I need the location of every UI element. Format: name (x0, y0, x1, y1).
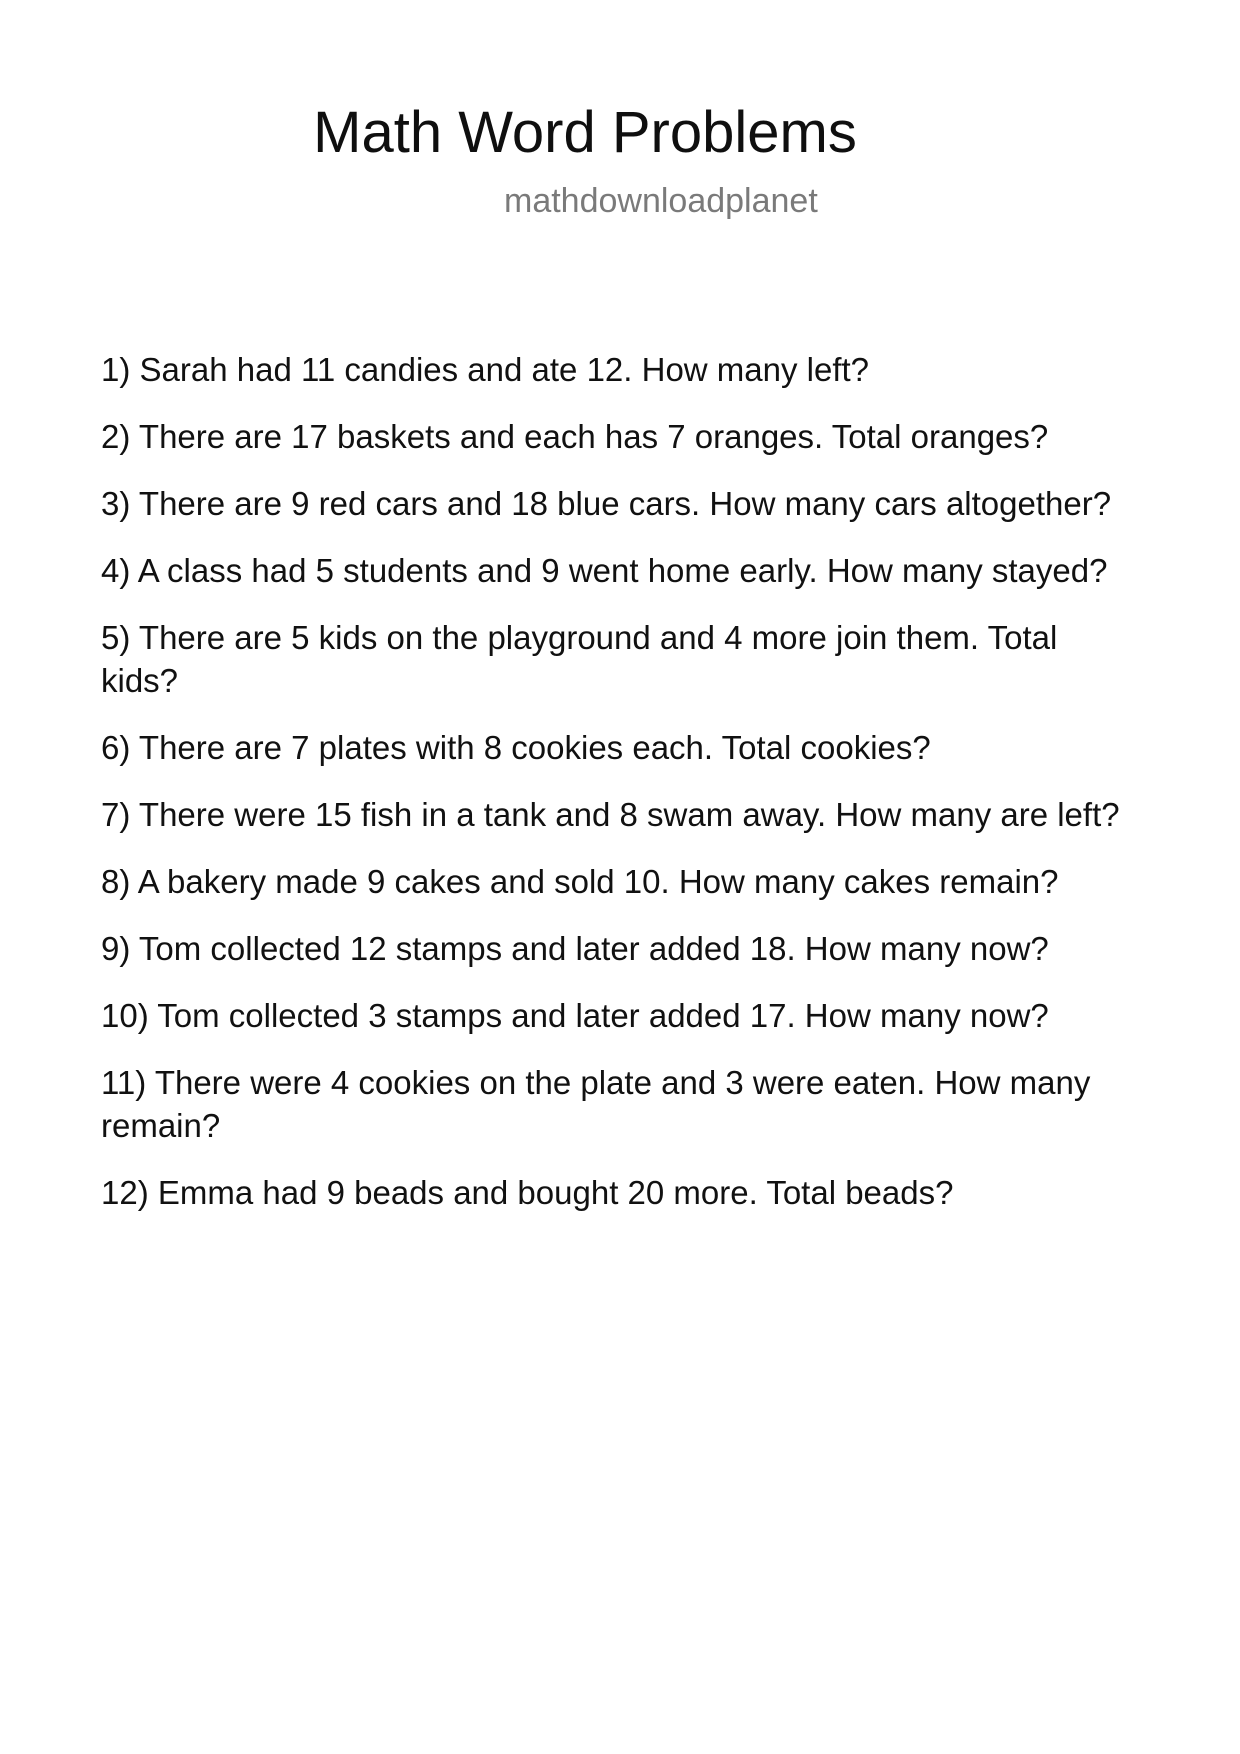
problem-item: 6) There are 7 plates with 8 cookies each. Total cookies? (101, 729, 931, 766)
problem-item: 11) There were 4 cookies on the plate and 3 were eaten. How many remain? (101, 1064, 1091, 1144)
problem-item: 3) There are 9 red cars and 18 blue cars. How many cars altogether? (101, 485, 1112, 522)
page-subtitle: mathdownloadplanet (504, 182, 818, 220)
problem-item: 5) There are 5 kids on the playground and 4 more join them. Total kids? (101, 619, 1058, 699)
problem-item: 8) A bakery made 9 cakes and sold 10. How many cakes remain? (101, 863, 1059, 900)
problem-item: 2) There are 17 baskets and each has 7 oranges. Total oranges? (101, 418, 1049, 455)
problem-item: 4) A class had 5 students and 9 went home early. How many stayed? (101, 552, 1108, 589)
problem-item: 9) Tom collected 12 stamps and later added 18. How many now? (101, 930, 1049, 967)
problem-item: 12) Emma had 9 beads and bought 20 more. Total beads? (101, 1174, 954, 1211)
page-title: Math Word Problems (313, 100, 857, 165)
problem-item: 7) There were 15 fish in a tank and 8 swam away. How many are left? (101, 796, 1120, 833)
problem-item: 1) Sarah had 11 candies and ate 12. How many left? (101, 351, 870, 388)
problem-list (101, 348, 1141, 1238)
problem-item: 10) Tom collected 3 stamps and later added 17. How many now? (101, 997, 1049, 1034)
